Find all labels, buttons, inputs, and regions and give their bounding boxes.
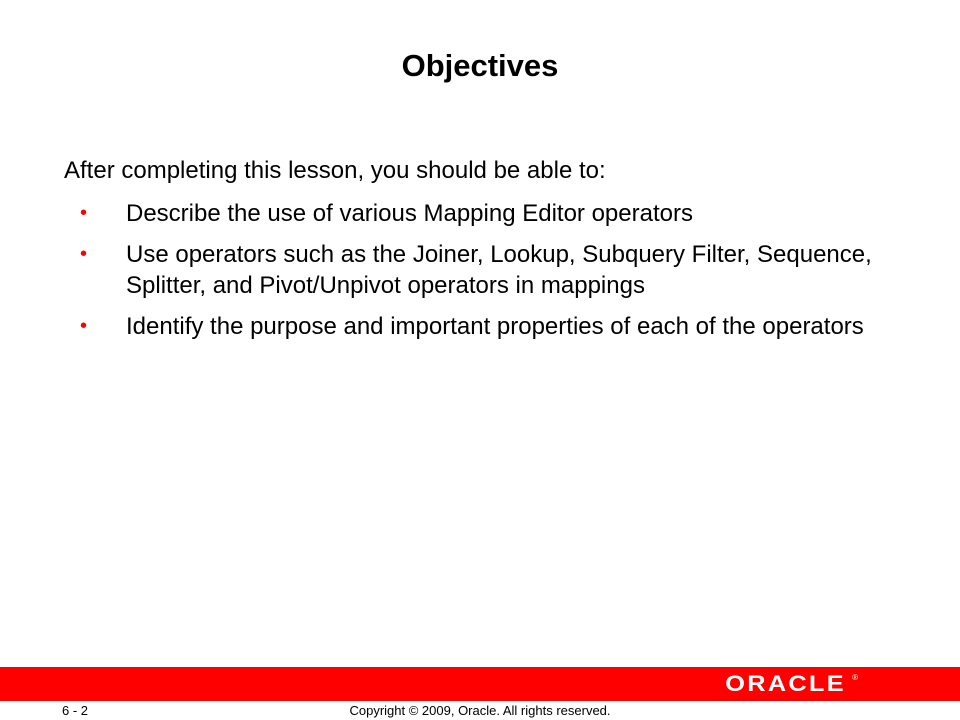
objective-text: Describe the use of various Mapping Editor operators bbox=[126, 200, 693, 227]
footer-bar bbox=[0, 667, 960, 701]
bullet-icon: • bbox=[80, 315, 88, 337]
slide-title: Objectives bbox=[401, 48, 559, 83]
copyright-notice: Copyright © 2009, Oracle. All rights reserved. bbox=[349, 703, 611, 718]
objective-item bbox=[80, 198, 900, 229]
objective-item bbox=[80, 311, 900, 342]
bullet-icon: • bbox=[80, 243, 88, 265]
oracle-logo bbox=[725, 671, 858, 697]
page-number: 6 - 2 bbox=[62, 703, 89, 718]
oracle-logo-text: ORACLE bbox=[725, 671, 847, 696]
objective-text: Use operators such as the Joiner, Lookup, Subquery Filter, Sequence, Splitter, and Pivot/Unpivot operators in mappings bbox=[126, 241, 872, 299]
bullet-icon: • bbox=[80, 202, 88, 224]
registered-mark-icon: ® bbox=[852, 673, 858, 682]
objective-text: Identify the purpose and important properties of each of the operators bbox=[126, 313, 864, 340]
intro-text: After completing this lesson, you should be able to: bbox=[64, 157, 606, 184]
objectives-list bbox=[80, 198, 900, 352]
objective-item bbox=[80, 239, 900, 301]
